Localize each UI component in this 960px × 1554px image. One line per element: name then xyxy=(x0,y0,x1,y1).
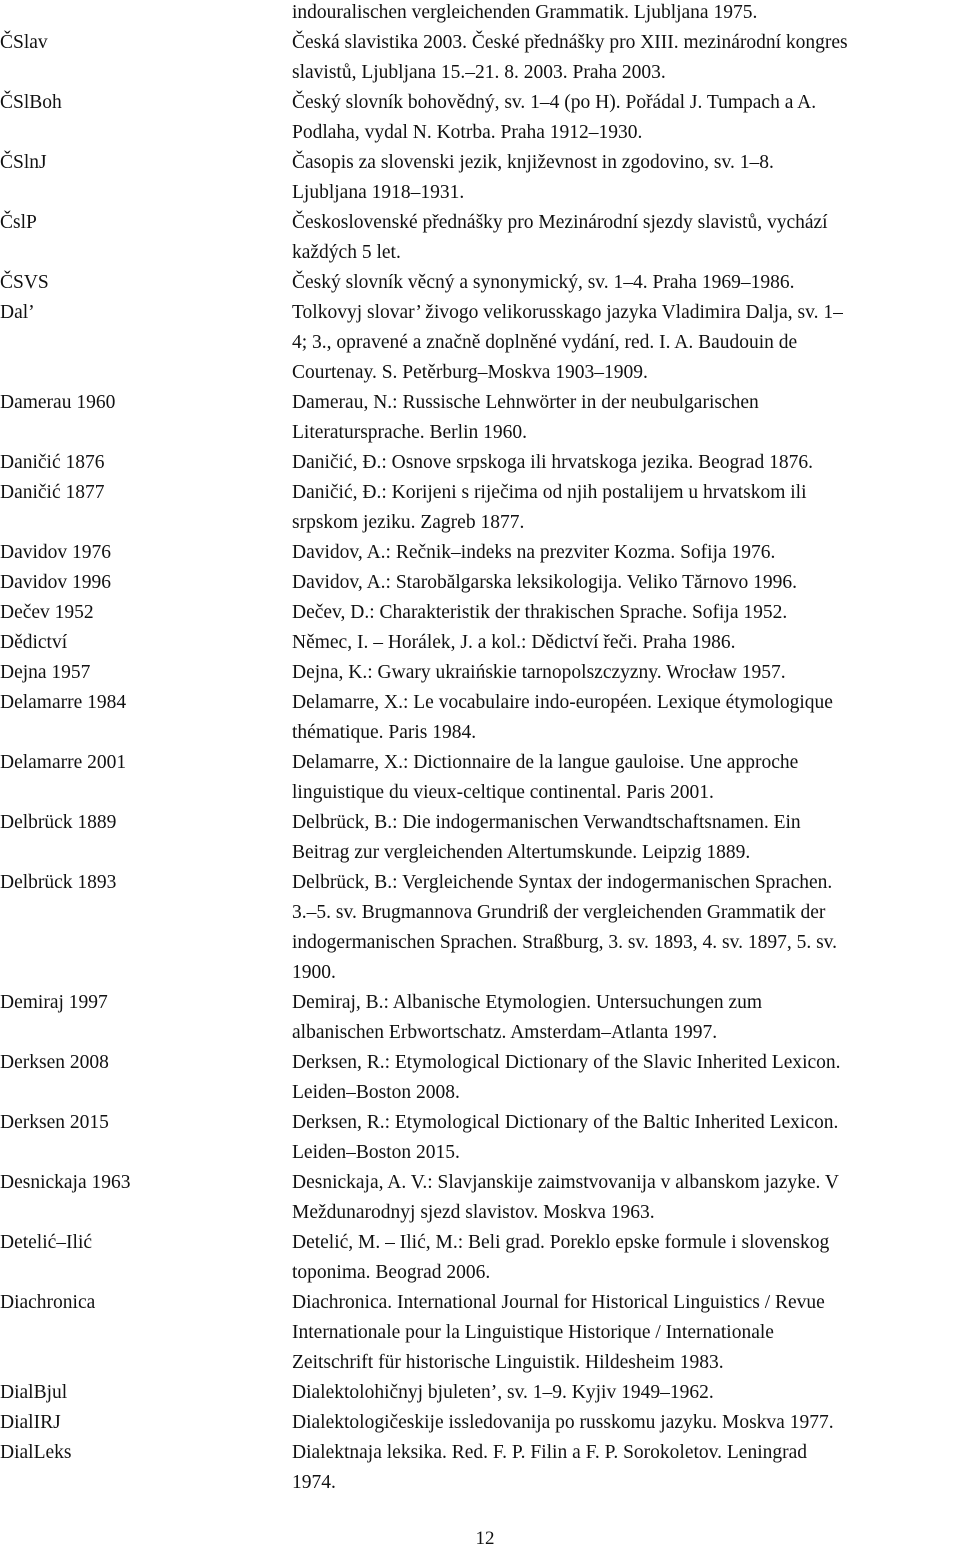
entry-reference xyxy=(292,1108,958,1168)
entry-reference xyxy=(292,0,958,28)
reference-line: Němec, I. – Horálek, J. a kol.: Dědictví řeči. Praha 1986. xyxy=(292,632,736,653)
reference-line: 4; 3., opravené a značně doplněné vydání, red. I. A. Baudouin de xyxy=(292,332,798,353)
entry-abbreviation: Delbrück 1889 xyxy=(0,812,117,833)
entry-reference xyxy=(292,988,958,1048)
reference-line: Časopis za slovenski jezik, književnost in zgodovino, sv. 1–8. xyxy=(292,152,774,173)
entry-reference xyxy=(292,538,958,568)
entry-abbreviation: ČSlnJ xyxy=(0,152,47,173)
reference-line: thématique. Paris 1984. xyxy=(292,722,477,743)
entry-abbreviation: Daničić 1876 xyxy=(0,452,105,473)
entry-reference xyxy=(292,808,958,868)
entry-abbreviation: Derksen 2015 xyxy=(0,1112,109,1133)
entry-reference xyxy=(292,628,958,658)
entry-reference xyxy=(292,28,958,88)
bibliography-entry xyxy=(0,1048,960,1108)
entry-abbreviation: ČSlBoh xyxy=(0,92,62,113)
bibliography-entry xyxy=(0,478,960,538)
bibliography-entry xyxy=(0,1108,960,1168)
entry-reference xyxy=(292,1408,958,1438)
reference-line: albanischen Erbwortschatz. Amsterdam–Atlanta 1997. xyxy=(292,1022,718,1043)
reference-line: každých 5 let. xyxy=(292,242,401,263)
reference-line: Davidov, A.: Starobălgarska leksikologija. Veliko Tărnovo 1996. xyxy=(292,572,797,593)
bibliography-entry xyxy=(0,0,960,28)
entry-reference xyxy=(292,1168,958,1228)
bibliography-entry xyxy=(0,388,960,448)
entry-abbreviation: ČSlav xyxy=(0,32,48,53)
bibliography-entry xyxy=(0,1168,960,1228)
reference-line: Derksen, R.: Etymological Dictionary of the Slavic Inherited Lexicon. xyxy=(292,1052,841,1073)
reference-line: Delbrück, B.: Vergleichende Syntax der indogermanischen Sprachen. xyxy=(292,872,833,893)
bibliography-entry xyxy=(0,208,960,268)
reference-line: Meždunarodnyj sjezd slavistov. Moskva 1963. xyxy=(292,1202,655,1223)
entry-reference xyxy=(292,268,958,298)
entry-reference xyxy=(292,208,958,268)
entry-reference xyxy=(292,688,958,748)
bibliography-entry xyxy=(0,538,960,568)
reference-line: indogermanischen Sprachen. Straßburg, 3. sv. 1893, 4. sv. 1897, 5. sv. xyxy=(292,932,838,953)
reference-line: Delamarre, X.: Dictionnaire de la langue gauloise. Une approche xyxy=(292,752,799,773)
reference-line: Ljubljana 1918–1931. xyxy=(292,182,465,203)
entry-reference xyxy=(292,1288,958,1378)
entry-abbreviation: Demiraj 1997 xyxy=(0,992,108,1013)
entry-abbreviation: Detelić–Ilić xyxy=(0,1232,93,1253)
bibliography-entry xyxy=(0,1228,960,1288)
entry-abbreviation: Davidov 1996 xyxy=(0,572,112,593)
entry-abbreviation: DialBjul xyxy=(0,1382,68,1403)
entry-abbreviation: ČSVS xyxy=(0,272,49,293)
reference-line: 1974. xyxy=(292,1472,336,1493)
reference-line: slavistů, Ljubljana 15.–21. 8. 2003. Praha 2003. xyxy=(292,62,666,83)
page-number: 12 xyxy=(475,1528,495,1549)
bibliography-entry xyxy=(0,688,960,748)
reference-line: linguistique du vieux-celtique continental. Paris 2001. xyxy=(292,782,714,803)
reference-line: Dečev, D.: Charakteristik der thrakischen Sprache. Sofija 1952. xyxy=(292,602,788,623)
bibliography-entry xyxy=(0,298,960,388)
reference-line: Tolkovyj slovar’ živogo velikorusskago jazyka Vladimira Dalja, sv. 1– xyxy=(292,302,843,323)
entry-abbreviation: Dečev 1952 xyxy=(0,602,94,623)
reference-line: indouralischen vergleichenden Grammatik. Ljubljana 1975. xyxy=(292,2,758,23)
reference-line: 1900. xyxy=(292,962,336,983)
reference-line: srpskom jeziku. Zagreb 1877. xyxy=(292,512,525,533)
bibliography-entry xyxy=(0,1378,960,1408)
reference-line: Demiraj, B.: Albanische Etymologien. Untersuchungen zum xyxy=(292,992,763,1013)
entry-reference xyxy=(292,88,958,148)
reference-line: Damerau, N.: Russische Lehnwörter in der neubulgarischen xyxy=(292,392,759,413)
bibliography-entry xyxy=(0,148,960,208)
entry-reference xyxy=(292,448,958,478)
reference-line: Daničić, Đ.: Osnove srpskoga ili hrvatskoga jezika. Beograd 1876. xyxy=(292,452,813,473)
entry-abbreviation: Desnickaja 1963 xyxy=(0,1172,131,1193)
bibliography-entry xyxy=(0,748,960,808)
reference-line: Dejna, K.: Gwary ukraińskie tarnopolszczyzny. Wrocław 1957. xyxy=(292,662,786,683)
reference-line: Courtenay. S. Petěrburg–Moskva 1903–1909. xyxy=(292,362,648,383)
reference-line: Davidov, A.: Rečnik–indeks na prezviter Kozma. Sofija 1976. xyxy=(292,542,776,563)
reference-line: Podlaha, vydal N. Kotrba. Praha 1912–1930. xyxy=(292,122,643,143)
entry-reference xyxy=(292,298,958,388)
entry-abbreviation: Delamarre 1984 xyxy=(0,692,127,713)
reference-line: Český slovník bohovědný, sv. 1–4 (po H). Pořádal J. Tumpach a A. xyxy=(292,92,817,113)
entry-abbreviation: Dejna 1957 xyxy=(0,662,91,683)
entry-abbreviation: Dal’ xyxy=(0,302,35,323)
entry-reference xyxy=(292,1048,958,1108)
reference-line: Delamarre, X.: Le vocabulaire indo-européen. Lexique étymologique xyxy=(292,692,833,713)
bibliography-entry xyxy=(0,1438,960,1498)
entry-reference xyxy=(292,658,958,688)
bibliography-entry xyxy=(0,88,960,148)
entry-abbreviation: Derksen 2008 xyxy=(0,1052,109,1073)
reference-line: Česká slavistika 2003. České přednášky pro XIII. mezinárodní kongres xyxy=(292,32,848,53)
bibliography-entry xyxy=(0,628,960,658)
entry-abbreviation: ČslP xyxy=(0,212,37,233)
bibliography-entry xyxy=(0,268,960,298)
entry-abbreviation: Delamarre 2001 xyxy=(0,752,127,773)
entry-reference xyxy=(292,1378,958,1408)
bibliography-entry xyxy=(0,598,960,628)
entry-reference xyxy=(292,868,958,988)
bibliography-entry xyxy=(0,1408,960,1438)
reference-line: Daničić, Đ.: Korijeni s riječima od njih postalijem u hrvatskom ili xyxy=(292,482,807,503)
entry-reference xyxy=(292,388,958,448)
bibliography-entry xyxy=(0,448,960,478)
reference-line: Leiden–Boston 2008. xyxy=(292,1082,460,1103)
reference-line: Leiden–Boston 2015. xyxy=(292,1142,460,1163)
entry-abbreviation: Delbrück 1893 xyxy=(0,872,117,893)
reference-line: Detelić, M. – Ilić, M.: Beli grad. Poreklo epske formule i slovenskog xyxy=(292,1232,830,1253)
entry-reference xyxy=(292,1228,958,1288)
reference-line: Desnickaja, A. V.: Slavjanskije zaimstvovanija v albanskom jazyke. V xyxy=(292,1172,839,1193)
reference-line: Diachronica. International Journal for Historical Linguistics / Revue xyxy=(292,1292,825,1313)
bibliography-entry xyxy=(0,1288,960,1378)
bibliography-entry xyxy=(0,658,960,688)
entry-reference xyxy=(292,748,958,808)
reference-line: Dialektnaja leksika. Red. F. P. Filin a F. P. Sorokoletov. Leningrad xyxy=(292,1442,808,1463)
entry-abbreviation: DialLeks xyxy=(0,1442,72,1463)
reference-line: Internationale pour la Linguistique Historique / Internationale xyxy=(292,1322,774,1343)
bibliography-entry xyxy=(0,28,960,88)
reference-line: toponima. Beograd 2006. xyxy=(292,1262,491,1283)
reference-line: 3.–5. sv. Brugmannova Grundriß der vergleichenden Grammatik der xyxy=(292,902,826,923)
reference-line: Zeitschrift für historische Linguistik. Hildesheim 1983. xyxy=(292,1352,724,1373)
bibliography-entry xyxy=(0,568,960,598)
reference-line: Dialektologičeskije issledovanija po russkomu jazyku. Moskva 1977. xyxy=(292,1412,834,1433)
entry-abbreviation: Dědictví xyxy=(0,632,68,653)
entry-reference xyxy=(292,148,958,208)
entry-abbreviation: Daničić 1877 xyxy=(0,482,105,503)
bibliography-entry xyxy=(0,808,960,868)
entry-abbreviation: DialIRJ xyxy=(0,1412,61,1433)
reference-line: Dialektolohičnyj bjuleten’, sv. 1–9. Kyjiv 1949–1962. xyxy=(292,1382,714,1403)
entry-reference xyxy=(292,1438,958,1498)
entry-abbreviation: Damerau 1960 xyxy=(0,392,116,413)
reference-line: Literatursprache. Berlin 1960. xyxy=(292,422,527,443)
entry-abbreviation: Davidov 1976 xyxy=(0,542,112,563)
entry-reference xyxy=(292,598,958,628)
entry-reference xyxy=(292,568,958,598)
reference-line: Delbrück, B.: Die indogermanischen Verwandtschaftsnamen. Ein xyxy=(292,812,801,833)
reference-line: Derksen, R.: Etymological Dictionary of the Baltic Inherited Lexicon. xyxy=(292,1112,839,1133)
reference-line: Český slovník věcný a synonymický, sv. 1–4. Praha 1969–1986. xyxy=(292,272,795,293)
reference-line: Československé přednášky pro Mezinárodní sjezdy slavistů, vychází xyxy=(292,212,828,233)
bibliography-entry xyxy=(0,988,960,1048)
bibliography-entry xyxy=(0,868,960,988)
reference-line: Beitrag zur vergleichenden Altertumskunde. Leipzig 1889. xyxy=(292,842,751,863)
entry-reference xyxy=(292,478,958,538)
entry-abbreviation: Diachronica xyxy=(0,1292,96,1313)
